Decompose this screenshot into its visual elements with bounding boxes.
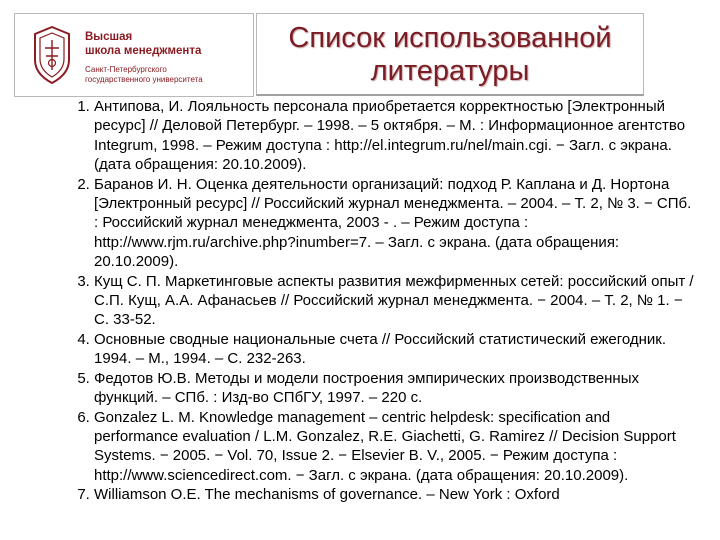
logo-subtitle-line1: Санкт-Петербургского bbox=[85, 65, 167, 74]
logo-box bbox=[14, 13, 254, 97]
page-title bbox=[257, 22, 643, 88]
logo-title-line2: школа менеджмента bbox=[85, 45, 202, 57]
page-title-line2: литературы bbox=[370, 55, 530, 87]
university-crest-icon bbox=[33, 26, 71, 84]
reference-list bbox=[58, 97, 698, 505]
page-title-line1: Список использованной bbox=[288, 22, 612, 54]
logo-title-line1: Высшая bbox=[85, 31, 133, 43]
reference-item-3: 3. Кущ С. П. Маркетинговые аспекты развития межфирменных сетей: российский опыт / С.П. Кущ, А.А. Афанасьев // Российский журнал менеджмента. − 2004. – Т. 2, № 1. − С. 33-52. bbox=[94, 272, 698, 330]
reference-item-1: 1. Антипова, И. Лояльность персонала приобретается корректностью [Электронный ресурс] // Деловой Петербург. – 1998. – 5 октября. – М. : Информационное агентство Integrum, 1998. – Режим доступа : http://el.integrum.ru/nel/main.cgi. − Загл. с экрана. (дата обращения: 20.10.2009). bbox=[94, 97, 698, 175]
reference-item-4: 4. Основные сводные национальные счета // Российский статистический ежегодник. 1994. – М., 1994. – С. 232-263. bbox=[94, 330, 698, 369]
reference-list-container bbox=[58, 97, 698, 540]
reference-item-7: 7. Williamson O.E. The mechanisms of governance. – New York : Oxford bbox=[94, 485, 698, 504]
logo-subtitle-line2: государственного университета bbox=[85, 74, 203, 84]
reference-item-2: 2. Баранов И. Н. Оценка деятельности организаций: подход Р. Каплана и Д. Нортона [Электронный ресурс] // Российский журнал менеджмента. – 2004. – Т. 2, № 3. − СПб. : Российский журнал менеджмента, 2003 - . – Режим доступа : http://www.rjm.ru/archive.php?inumber=7. – Загл. с экрана. (дата обращения: 20.10.2009). bbox=[94, 175, 698, 272]
title-box bbox=[256, 13, 644, 96]
reference-item-6: 6. Gonzalez L. M. Knowledge management – centric helpdesk: specification and performance evaluation / L.M. Gonzalez, R.E. Giachetti, G. Ramirez // Decision Support Systems. − 2005. − Vol. 70, Issue 2. − Elsevier B. V., 2005. − Режим доступа : http://www.sciencedirect.com. − Загл. с экрана. (дата обращения: 20.10.2009). bbox=[94, 408, 698, 486]
reference-item-5: 5. Федотов Ю.В. Методы и модели построения эмпирических производственных функций. – СПб. : Изд-во СПбГУ, 1997. – 220 с. bbox=[94, 369, 698, 408]
logo-subtitle bbox=[85, 65, 203, 84]
